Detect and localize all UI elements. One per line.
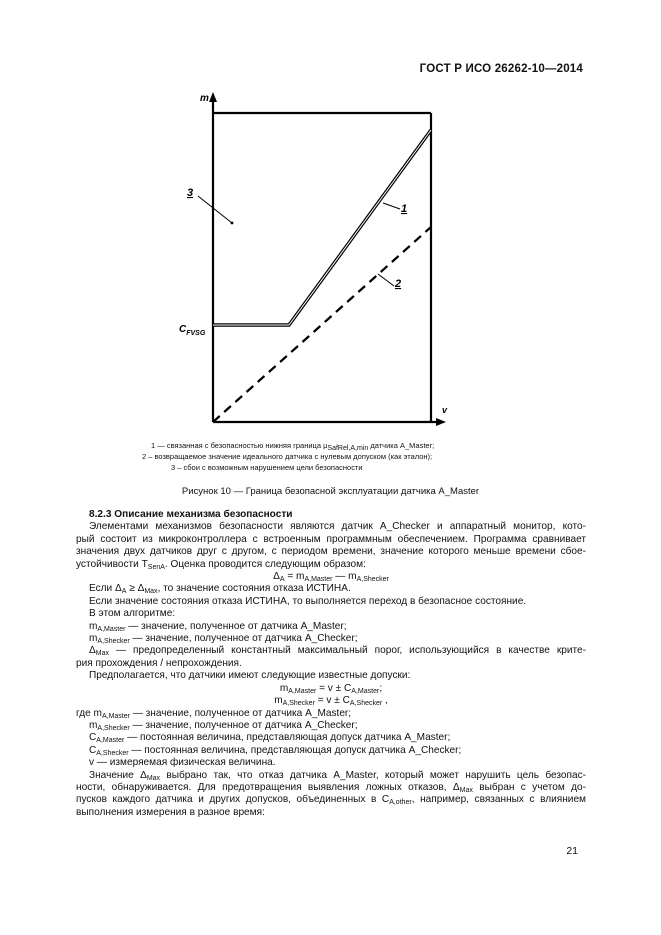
text-run: C — [89, 744, 97, 756]
text-run: m — [274, 695, 283, 707]
text-run: m — [279, 682, 289, 694]
legend-1-sub: SafRel,A,min — [327, 445, 369, 452]
formula-master — [76, 683, 586, 695]
text-run: — значение, полученное от датчика A_Master; — [129, 707, 352, 719]
legend-1-text: 1 — связанная с безопасностью нижняя граница μ — [151, 441, 328, 450]
text-run: C — [89, 732, 97, 744]
text-run: выбрано так, что отказ датчика A_Master, который может нарушить цель безопас- — [160, 769, 586, 781]
text-run: , например, связанных с влиянием — [411, 794, 586, 806]
text-run: , — [382, 695, 388, 707]
subscript: A,Shecker — [97, 724, 130, 732]
text-run: = v ± C — [316, 682, 352, 694]
text-run: — значение, полученное от датчика A_Checker; — [129, 719, 358, 731]
subscript: A — [279, 576, 285, 584]
para-6-line-2 — [76, 782, 586, 794]
text-run: где m — [76, 707, 102, 719]
text-run: — постоянная величина, представляющая допуск датчика A_Master; — [124, 732, 451, 744]
subscript: A,Master — [304, 576, 333, 584]
text-run: = m — [284, 571, 305, 583]
c-fvsg-main: C — [179, 324, 187, 335]
para-1-line-3: значения двух датчиков друг с другом, с периодом времени, значение которого меньше времени сбое- — [76, 546, 586, 558]
marker-3-leader — [198, 196, 232, 223]
subscript: A,Shecker — [282, 700, 315, 708]
legend-item-2: 2 – возвращаемое значение идеального датчика с нулевым допуском (как эталон); — [142, 452, 433, 461]
c-fvsg-sub: FVSG — [186, 330, 206, 337]
where-4 — [76, 745, 586, 757]
marker-3-label: 3 — [187, 187, 194, 199]
definition-3-cont: рия прохождения / непрохождения. — [76, 657, 242, 669]
para-1-line-2: рый состоит из микроконтроллера с встроенным программным обеспечением. Программа сравнивает — [76, 533, 586, 545]
para-6-line-3 — [76, 794, 586, 806]
text-run: Если Δ — [89, 583, 122, 595]
subscript: A,Shecker — [349, 700, 383, 708]
safety-boundary-figure — [170, 88, 470, 433]
formula-delta — [76, 571, 586, 583]
subscript: A,Master — [288, 687, 317, 695]
legend-item-1 — [151, 441, 434, 450]
formula-checker — [76, 695, 586, 707]
subscript: A,other — [389, 799, 412, 807]
text-run: Значение Δ — [89, 769, 147, 781]
subscript: A — [121, 588, 127, 596]
subscript: A,Master — [96, 737, 125, 745]
subscript: Max — [146, 774, 161, 782]
x-axis-arrow — [436, 418, 446, 426]
safety-boundary-curve — [213, 130, 431, 325]
subscript: A,Shecker — [356, 576, 389, 584]
y-axis-label: m — [200, 93, 209, 104]
subscript: A,Shecker — [96, 749, 129, 757]
text-run: устойчивости T — [76, 558, 148, 570]
text-run: = v ± C — [314, 695, 350, 707]
text-run: — значение, полученное от датчика A_Checker; — [129, 633, 358, 645]
text-run: Δ — [89, 645, 96, 657]
text-run: Δ — [273, 571, 280, 583]
text-run: ности, обнаруживается. Для предотвращения выявления ложных отказов, Δ — [76, 781, 460, 793]
subscript: SenA — [147, 563, 165, 571]
where-2 — [76, 720, 586, 732]
legend-item-3: 3 – сбои с возможным нарушением цели безопасности — [171, 463, 363, 472]
figure-caption: Рисунок 10 — Граница безопасной эксплуатации датчика A_Master — [181, 486, 480, 497]
subscript: A,Master — [351, 687, 380, 695]
marker-2-label: 2 — [395, 278, 402, 290]
marker-3-point — [231, 222, 234, 225]
section-heading: 8.2.3 Описание механизма безопасности — [89, 509, 293, 520]
subscript: Max — [95, 650, 109, 658]
marker-1-leader — [383, 203, 400, 209]
text-run: — постоянная величина, представляющая допуск датчика A_Checker; — [128, 744, 462, 756]
page-number: 21 — [566, 845, 578, 857]
section-body — [76, 509, 586, 819]
text-run: — значение, полученное от датчика A_Master; — [125, 620, 347, 632]
marker-2-leader — [378, 274, 394, 286]
text-run: пусков каждого датчика и других допусков, объединенных в C — [76, 794, 390, 806]
definition-2 — [76, 633, 586, 645]
para-4: В этом алгоритме: — [89, 608, 176, 620]
text-run: . Оценка проводится следующим образом: — [164, 558, 366, 570]
para-2 — [76, 583, 586, 595]
text-run: — m — [332, 571, 357, 583]
where-5: v — измеряемая физическая величина. — [89, 757, 276, 769]
text-run: ≥ Δ — [126, 583, 145, 595]
text-run: выбран с учетом до- — [472, 781, 586, 793]
text-run: ; — [379, 682, 383, 694]
definition-3 — [76, 645, 586, 657]
subscript: A,Master — [97, 625, 126, 633]
text-run: — предопределенный константный максимальный порог, использующийся в качестве крите- — [108, 645, 586, 657]
para-5: Предполагается, что датчики имеют следующие известные допуски: — [89, 670, 411, 682]
para-6-line-1 — [76, 770, 586, 782]
para-1-line-1: Элементами механизмов безопасности являются датчик A_Checker и аппаратный монитор, кото- — [89, 521, 586, 533]
subscript: Max — [459, 786, 473, 794]
para-1-line-4 — [76, 559, 586, 571]
x-axis-label: v — [442, 405, 448, 415]
subscript: A,Shecker — [97, 638, 130, 646]
c-fvsg-label — [179, 324, 206, 337]
text-run: , то значение состояния отказа ИСТИНА. — [157, 583, 351, 595]
para-6-line-4: выполнения измерения в разное время: — [76, 806, 265, 818]
text-run: m — [89, 719, 98, 731]
subscript: Max — [144, 588, 158, 596]
definition-1 — [76, 621, 586, 633]
text-run: m — [89, 633, 98, 645]
where-1 — [76, 708, 586, 720]
para-3: Если значение состояния отказа ИСТИНА, то выполняется переход в безопасное состояние. — [89, 595, 527, 607]
safety-boundary-curve-inner — [213, 130, 431, 325]
document-header: ГОСТ Р ИСО 26262-10—2014 — [419, 63, 583, 75]
legend-1-tail: датчика A_Master; — [368, 441, 435, 450]
text-run: m — [89, 620, 98, 632]
y-axis-arrow — [209, 92, 217, 102]
marker-1-label: 1 — [401, 203, 408, 215]
subscript: A,Master — [101, 712, 130, 720]
where-3 — [76, 732, 586, 744]
